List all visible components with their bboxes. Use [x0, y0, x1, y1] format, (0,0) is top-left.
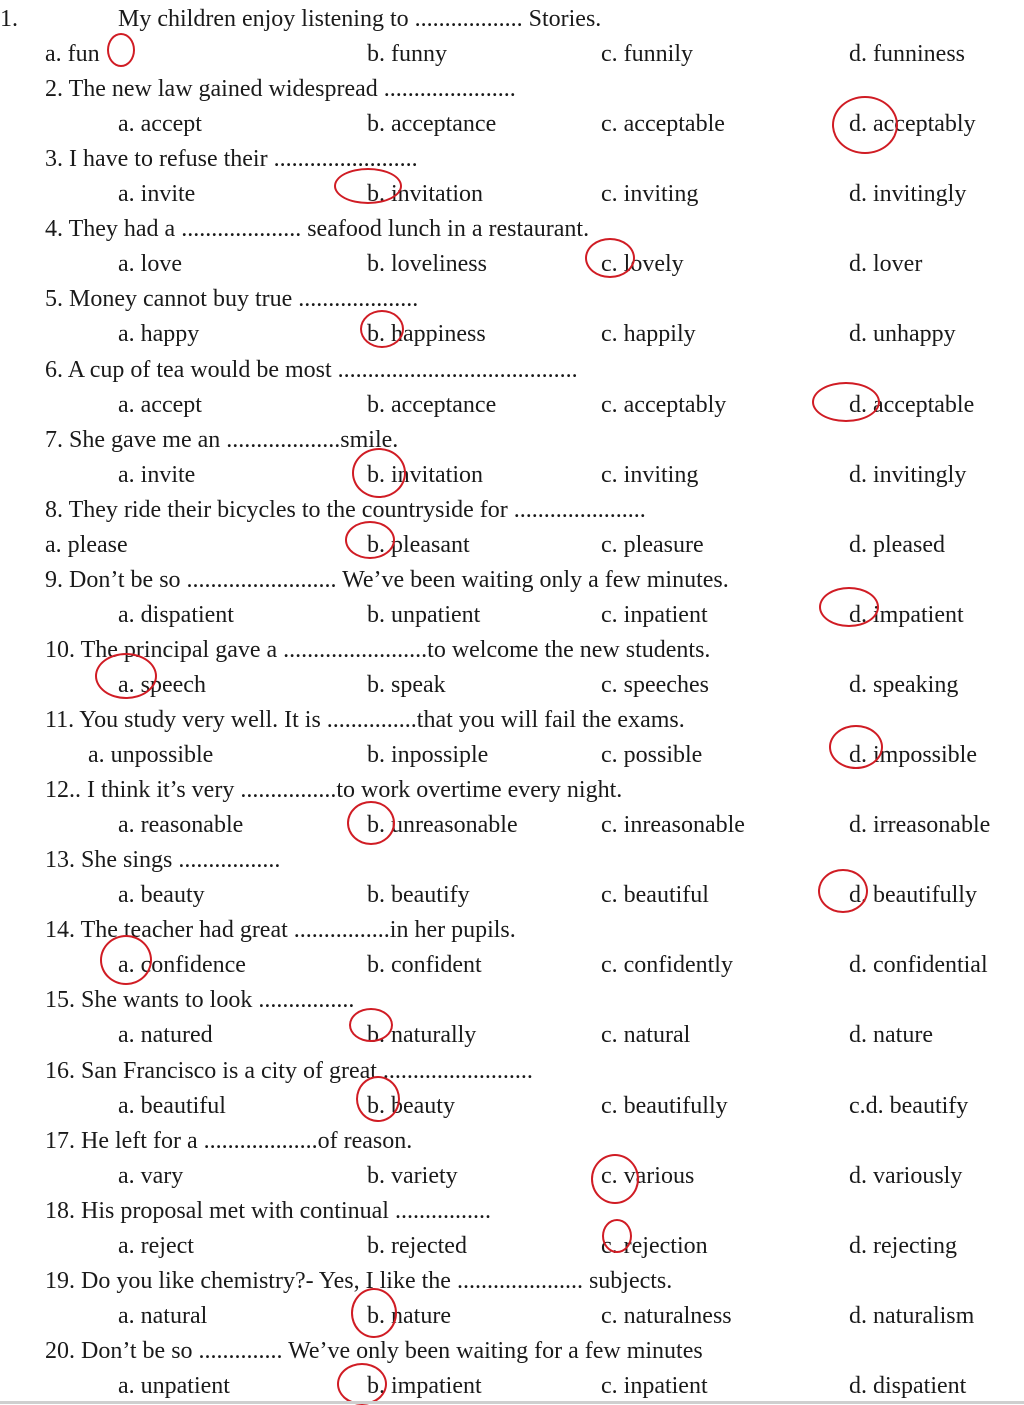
question-stem — [45, 915, 516, 945]
question-text: You study very well. It is ...............that you will fail the exams. — [79, 707, 685, 733]
question-15 — [0, 981, 1024, 1051]
option-c[interactable]: c. acceptably — [601, 391, 727, 418]
question-stem — [45, 425, 398, 455]
question-number: 4. — [45, 216, 63, 243]
option-d[interactable]: d. invitingly — [849, 461, 967, 488]
option-a[interactable]: a. accept — [118, 391, 202, 418]
option-b[interactable]: b. acceptance — [367, 391, 497, 418]
option-a[interactable]: a. beauty — [118, 882, 205, 909]
option-a[interactable]: a. please — [45, 531, 128, 558]
option-b[interactable]: b. loveliness — [367, 251, 487, 278]
option-c[interactable]: c. natural — [601, 1022, 691, 1049]
question-text: San Francisco is a city of great ......................... — [81, 1057, 533, 1084]
option-d[interactable]: d. beautifully — [849, 882, 977, 909]
question-number: 9. — [45, 566, 63, 593]
question-stem — [45, 144, 418, 174]
question-4 — [0, 210, 1024, 280]
option-b[interactable]: b. invitation — [367, 461, 483, 488]
answer-circle-mark — [107, 33, 135, 67]
question-text: They ride their bicycles to the countryside for ...................... — [68, 496, 646, 523]
option-c[interactable]: c. beautifully — [601, 1092, 728, 1119]
option-a[interactable]: a. invite — [118, 181, 196, 208]
option-a[interactable]: a. beautiful — [118, 1092, 226, 1119]
question-number: 8. — [45, 496, 63, 523]
option-c[interactable]: c. inreasonable — [601, 812, 745, 839]
question-text: Do you like chemistry?- Yes, I like the ..................... subjects. — [81, 1267, 673, 1294]
option-a[interactable]: a. invite — [118, 461, 196, 488]
question-stem — [45, 845, 280, 875]
question-stem — [45, 1056, 533, 1086]
option-b[interactable]: b. acceptance — [367, 111, 497, 138]
option-c[interactable]: c. various — [601, 1162, 695, 1189]
question-20 — [0, 1332, 1024, 1402]
option-c[interactable]: c. inpatient — [601, 1372, 708, 1399]
question-text: The teacher had great ................in her pupils. — [80, 917, 516, 944]
question-text: She gave me an ...................smile. — [69, 426, 399, 453]
question-number: 2. — [45, 76, 63, 103]
question-16 — [0, 1052, 1024, 1122]
option-d[interactable]: d. dispatient — [849, 1372, 967, 1399]
question-stem — [45, 635, 710, 665]
option-d[interactable]: d. acceptably — [849, 111, 976, 138]
option-c[interactable]: c. possible — [601, 742, 703, 768]
option-a[interactable]: a. speech — [118, 671, 206, 698]
question-5 — [0, 280, 1024, 350]
option-b[interactable]: b. happiness — [367, 321, 486, 348]
option-b[interactable]: b. rejected — [367, 1232, 467, 1259]
option-b[interactable]: b. funny — [367, 41, 447, 67]
question-text: My children enjoy listening to .................. Stories. — [118, 6, 602, 32]
question-text: She sings ................. — [81, 847, 281, 874]
option-b[interactable]: b. confident — [367, 952, 482, 979]
option-b[interactable]: b. unreasonable — [367, 812, 518, 839]
option-a[interactable]: a. happy — [118, 321, 200, 348]
option-a[interactable]: a. natured — [118, 1022, 213, 1049]
question-stem — [45, 74, 516, 104]
option-c[interactable]: c. rejection — [601, 1232, 708, 1259]
option-b[interactable]: b. nature — [367, 1302, 451, 1329]
option-c[interactable]: c. beautiful — [601, 882, 709, 909]
question-14 — [0, 911, 1024, 981]
option-c[interactable]: c. inviting — [601, 181, 699, 208]
question-10 — [0, 631, 1024, 701]
option-d[interactable]: d. lover — [849, 251, 923, 278]
question-stem — [45, 495, 646, 525]
question-number: 7. — [45, 426, 63, 453]
option-c[interactable]: c. lovely — [601, 251, 684, 278]
option-c[interactable]: c. inpatient — [601, 601, 708, 628]
option-d[interactable]: d. pleased — [849, 531, 945, 558]
question-stem — [45, 705, 685, 735]
question-text: The new law gained widespread ...................... — [68, 76, 516, 103]
option-a[interactable]: a. confidence — [118, 952, 246, 979]
option-a[interactable]: a. dispatient — [118, 601, 234, 628]
question-stem — [45, 1266, 672, 1296]
question-stem — [45, 1126, 412, 1156]
question-number: 10. — [45, 636, 75, 663]
question-text: I have to refuse their ........................ — [69, 146, 418, 173]
option-b[interactable]: b. invitation — [367, 181, 483, 208]
question-9 — [0, 561, 1024, 631]
option-b[interactable]: b. inpossiple — [367, 742, 489, 768]
option-c[interactable]: c. pleasure — [601, 531, 704, 558]
question-stem — [45, 355, 578, 385]
option-c[interactable]: c. naturalness — [601, 1302, 732, 1329]
question-text: His proposal met with continual ................ — [81, 1197, 491, 1224]
question-number: 18. — [45, 1197, 75, 1224]
question-stem — [45, 985, 354, 1015]
question-18 — [0, 1192, 1024, 1262]
question-13 — [0, 841, 1024, 911]
option-b[interactable]: b. unpatient — [367, 601, 481, 628]
question-number: 15. — [45, 987, 75, 1014]
option-c[interactable]: c. confidently — [601, 952, 733, 979]
question-stem — [45, 565, 729, 595]
option-d[interactable]: d. variously — [849, 1162, 963, 1189]
option-a[interactable]: a. unpossible — [88, 742, 214, 768]
question-6 — [0, 351, 1024, 421]
question-stem — [118, 4, 601, 34]
question-text: He left for a ...................of reason. — [81, 1127, 413, 1154]
option-a[interactable]: a. natural — [118, 1302, 208, 1329]
option-b[interactable]: b. naturally — [367, 1022, 477, 1049]
option-b[interactable]: b. impatient — [367, 1372, 482, 1399]
question-12 — [0, 771, 1024, 841]
question-stem — [45, 214, 589, 244]
question-3 — [0, 140, 1024, 210]
question-19 — [0, 1262, 1024, 1332]
question-stem — [45, 284, 418, 314]
option-a[interactable]: a. reject — [118, 1232, 194, 1259]
option-c[interactable]: c. happily — [601, 321, 696, 348]
option-d[interactable]: d. confidential — [849, 952, 988, 979]
option-d[interactable]: d. acceptable — [849, 391, 975, 418]
option-d[interactable]: d. speaking — [849, 671, 959, 698]
option-d[interactable]: d. naturalism — [849, 1302, 975, 1329]
option-d[interactable]: d. unhappy — [849, 321, 956, 348]
option-d[interactable]: d. irreasonable — [849, 812, 991, 839]
question-8 — [0, 491, 1024, 561]
option-d[interactable]: d. impatient — [849, 601, 964, 628]
question-stem — [45, 775, 622, 805]
question-number: 1. — [0, 6, 18, 32]
option-a[interactable]: a. reasonable — [118, 812, 244, 839]
question-text: Don’t be so ......................... We’ve been waiting only a few minutes. — [69, 566, 729, 593]
question-number: 14. — [45, 917, 75, 944]
option-a[interactable]: a. fun — [45, 41, 100, 67]
option-b[interactable]: b. variety — [367, 1162, 458, 1189]
option-d[interactable]: d. funniness — [849, 41, 965, 67]
question-2 — [0, 70, 1024, 140]
question-number: 6. — [45, 356, 63, 383]
question-number: 17. — [45, 1127, 75, 1154]
option-d[interactable]: d. rejecting — [849, 1232, 957, 1259]
option-a[interactable]: a. love — [118, 251, 182, 278]
option-d[interactable]: c.d. beautify — [849, 1092, 969, 1119]
question-text: They had a .................... seafood lunch in a restaurant. — [68, 216, 590, 243]
option-d[interactable]: d. impossible — [849, 742, 978, 768]
question-number: 11. — [45, 707, 75, 733]
question-number: 16. — [45, 1057, 75, 1084]
question-text: I think it’s very ................to work overtime every night. — [87, 777, 623, 804]
option-b[interactable]: b. speak — [367, 671, 446, 698]
question-17 — [0, 1122, 1024, 1192]
question-number: 3. — [45, 146, 63, 173]
question-text: Don’t be so .............. We’ve only been waiting for a few minutes — [81, 1337, 703, 1364]
option-c[interactable]: c. inviting — [601, 461, 699, 488]
question-number: 5. — [45, 286, 63, 313]
question-text: A cup of tea would be most ........................................ — [67, 356, 578, 383]
question-number: 19. — [45, 1267, 75, 1294]
option-c[interactable]: c. acceptable — [601, 111, 725, 138]
question-11 — [0, 701, 1024, 771]
option-a[interactable]: a. vary — [118, 1162, 184, 1189]
option-b[interactable]: b. beauty — [367, 1092, 455, 1119]
question-number: 12.. — [45, 777, 81, 804]
option-c[interactable]: c. funnily — [601, 41, 693, 67]
question-text: The principal gave a ........................to welcome the new students. — [80, 636, 711, 663]
question-7 — [0, 421, 1024, 491]
question-stem — [45, 1196, 491, 1226]
option-a[interactable]: a. accept — [118, 111, 202, 138]
option-b[interactable]: b. pleasant — [367, 531, 470, 558]
question-number: 20. — [45, 1337, 75, 1364]
question-text: She wants to look ................ — [81, 987, 355, 1014]
option-b[interactable]: b. beautify — [367, 882, 470, 909]
question-stem — [45, 1336, 703, 1366]
option-a[interactable]: a. unpatient — [118, 1372, 230, 1399]
option-c[interactable]: c. speeches — [601, 671, 709, 698]
question-1 — [0, 0, 1024, 70]
question-number: 13. — [45, 847, 75, 874]
option-d[interactable]: d. invitingly — [849, 181, 967, 208]
question-text: Money cannot buy true .................... — [69, 286, 419, 313]
option-d[interactable]: d. nature — [849, 1022, 933, 1049]
